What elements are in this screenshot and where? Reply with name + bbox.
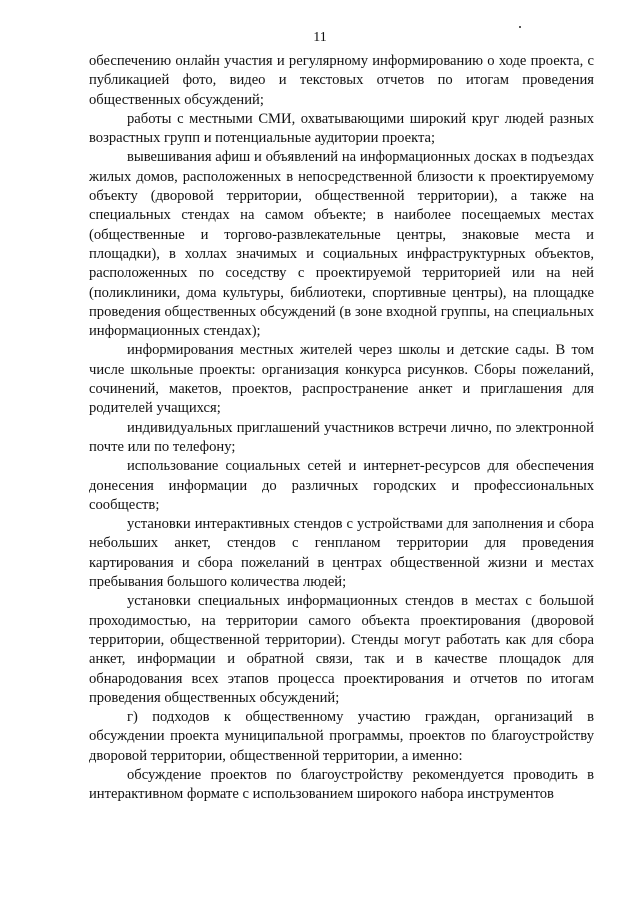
page-number: 11 [313, 30, 327, 45]
paragraph-posters-announcements: вывешивания афиш и объявлений на информационных досках в подъездах жилых домов, расположенных в непосредственной близости к проектируемому объекту (дворовой территории, общественной территории), а также на специальных стендах на самом объекте; в наиболее посещаемых местах (общественные и торгово-развлекательные центры, знаковые места и площадки), в холлах значимых и социальных инфраструктурных объектов, расположенных по соседству с проектируемой территорией или на ней (поликлиники, дома культуры, библиотеки, спортивные центры), на площадке проведения общественных обсуждений (в зоне входной группы, на специальных информационных стендах); [89, 149, 594, 340]
paragraph-interactive-stands: установки интерактивных стендов с устройствами для заполнения и сбора небольших анкет, стендов с генпланом территории для проведения картирования и сбора пожеланий в центрах общественной жизни и местах пребывания большого количества людей; [89, 516, 594, 591]
paragraph-schools-kindergartens: информирования местных жителей через школы и детские сады. В том числе школьные проекты: организация конкурса рисунков. Сборы пожеланий, сочинений, макетов, проектов, распространение анкет и приглашения для родителей учащихся; [89, 342, 594, 417]
paragraph-approaches-to-participation: г) подходов к общественному участию граждан, организаций в обсуждении проекта муниципальной программы, проектов по благоустройству дворовой территории, общественной территории, а именно: [89, 709, 594, 764]
paragraph-social-networks: использование социальных сетей и интернет-ресурсов для обеспечения донесения информации до различных городских и профессиональных сообществ; [89, 458, 594, 513]
document-body [89, 52, 594, 805]
paragraph-information-stands: установки специальных информационных стендов в местах с большой проходимостью, на территории самого объекта проектирования (дворовой территории, общественной территории). Стенды могут работать как для сбора анкет, информации и обратной связи, так и в качестве площадок для обнародования всех этапов процесса проектирования и отчетов по итогам проведения общественных обсуждений; [89, 593, 594, 706]
paragraph-interactive-format: обсуждение проектов по благоустройству рекомендуется проводить в интерактивном формате с использованием широкого набора инструментов [89, 766, 594, 803]
paragraph-online-participation: обеспечению онлайн участия и регулярному информированию о ходе проекта, с публикацией фото, видео и текстовых отчетов по итогам проведения общественных обсуждений; [89, 53, 594, 108]
paragraph-local-media: работы с местными СМИ, охватывающими широкий круг людей разных возрастных групп и потенциальные аудитории проекта; [89, 110, 594, 147]
paragraph-individual-invitations: индивидуальных приглашений участников встречи лично, по электронной почте или по телефону; [89, 419, 594, 455]
scan-dot-mark [519, 26, 521, 28]
